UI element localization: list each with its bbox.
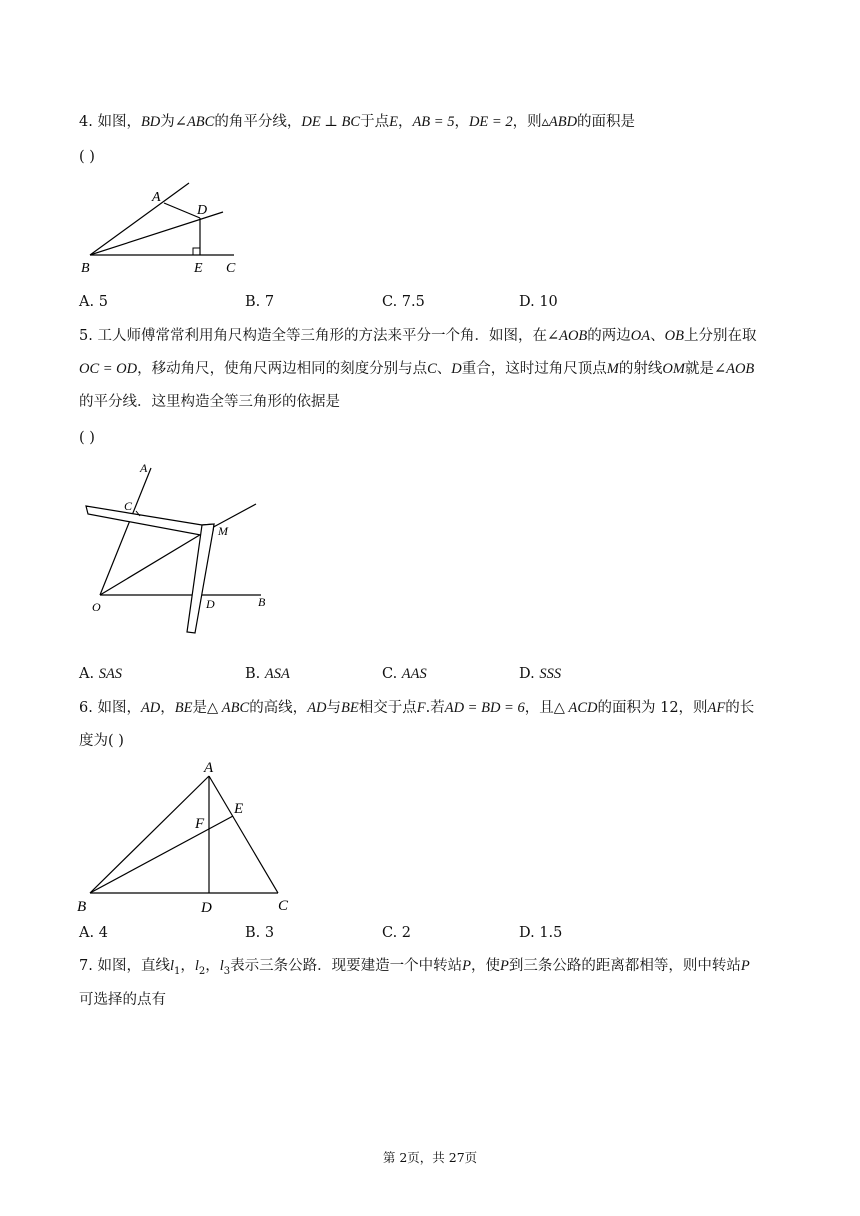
q6-label-a: A <box>204 760 214 776</box>
q6-label-f: F <box>195 816 205 832</box>
q4-stem: 4. 如图，BD为∠ABC的角平分线，DE ⊥ BC于点E，AB = 5，DE = 2，则▵ABD的面积是 <box>79 114 636 130</box>
q5-label-b: B <box>258 595 266 609</box>
q4-label-b: B <box>81 261 90 276</box>
q4-option-a[interactable]: A. 5 <box>79 294 108 310</box>
q6-figure <box>74 756 304 916</box>
q5-label-a: A <box>140 461 148 475</box>
q5-option-c[interactable]: C. AAS <box>382 666 427 682</box>
q6-stem-line2: 度为( ) <box>79 733 124 749</box>
q4-option-c[interactable]: C. 7.5 <box>382 294 425 310</box>
q5-option-a[interactable]: A. SAS <box>79 666 123 682</box>
q5-label-d: D <box>206 597 215 611</box>
q4-option-b[interactable]: B. 7 <box>245 294 275 310</box>
q6-option-a[interactable]: A. 4 <box>79 925 108 941</box>
q4-label-a: A <box>152 190 161 205</box>
q4-figure <box>78 178 248 278</box>
q5-stem-line1: 5. 工人师傅常常利用角尺构造全等三角形的方法来平分一个角．如图，在∠AOB的两边OA、OB上分别在取 <box>79 328 757 344</box>
q4-label-e: E <box>194 261 203 276</box>
q5-label-c: C <box>124 499 133 513</box>
q6-label-d: D <box>201 900 212 916</box>
q4-option-d[interactable]: D. 10 <box>519 294 558 310</box>
q4-label-d: D <box>197 203 208 218</box>
q5-label-m: M <box>218 524 228 538</box>
q6-label-e: E <box>234 801 244 817</box>
q6-option-b[interactable]: B. 3 <box>245 925 275 941</box>
page-footer: 第 2页，共 27页 <box>382 1150 478 1165</box>
q6-label-b: B <box>77 899 87 915</box>
q4-answer-bracket: ( ) <box>79 149 95 165</box>
q5-stem-line2: OC = OD，移动角尺，使角尺两边相同的刻度分别与点C、D重合，这时过角尺顶点M的射线OM就是∠AOB <box>79 361 755 377</box>
q6-stem-line1: 6. 如图，AD，BE是△ ABC的高线，AD与BE相交于点F.若AD = BD = 6，且△ ACD的面积为 12，则AF的长 <box>79 700 755 716</box>
q5-stem-line3: 的平分线．这里构造全等三角形的依据是 <box>79 394 340 410</box>
q6-option-c[interactable]: C. 2 <box>382 925 412 941</box>
q4-label-c: C <box>226 261 236 276</box>
q7-stem-line1: 7. 如图，直线$l_1$，$l_2$，$l_3$表示三条公路．现要建造一个中转站P，使P到三条公路的距离都相等，则中转站P <box>79 958 750 977</box>
q5-label-o: O <box>92 600 101 614</box>
q5-option-d[interactable]: D. SSS <box>519 666 562 682</box>
q7-stem-line2: 可选择的点有 <box>79 992 166 1008</box>
q6-option-d[interactable]: D. 1.5 <box>519 925 563 941</box>
q6-label-c: C <box>278 898 289 914</box>
q5-option-b[interactable]: B. ASA <box>245 666 290 682</box>
q5-answer-bracket: ( ) <box>79 430 95 446</box>
q5-figure <box>78 456 278 641</box>
